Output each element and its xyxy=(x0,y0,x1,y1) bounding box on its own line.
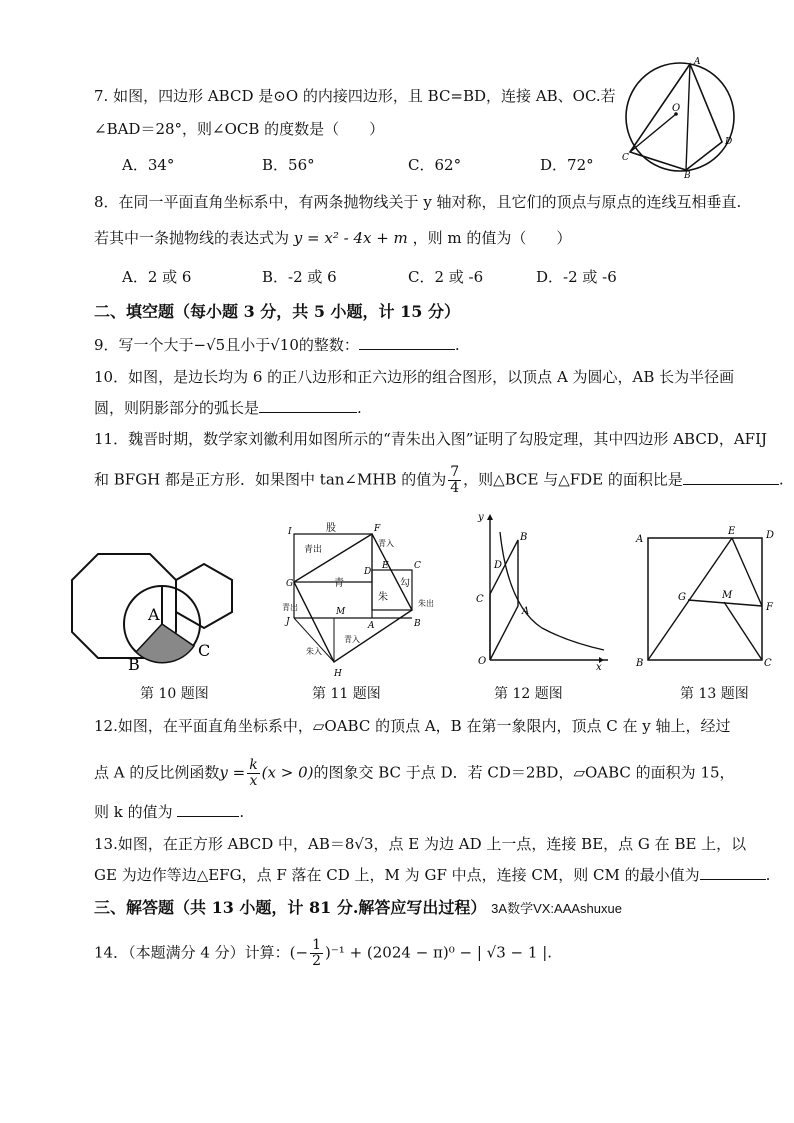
q12-line1: 12.如图，在平面直角坐标系中，▱OABC 的顶点 A，B 在第一象限内，顶点 C 在 y 轴上，经过 xyxy=(94,717,731,735)
fig13-label-a: A xyxy=(636,534,644,545)
q9-line xyxy=(94,335,460,355)
q8-option-b: B．-2 或 6 xyxy=(262,268,337,286)
q12-fraction xyxy=(247,758,259,789)
q7-label-b: B xyxy=(684,171,691,178)
q7-option-b: B．56° xyxy=(262,156,315,174)
q11-answer-blank[interactable] xyxy=(683,470,779,485)
caption-fig12: 第 12 题图 xyxy=(494,686,563,702)
fig12-label-a: A xyxy=(522,606,530,617)
q8-line2 xyxy=(94,228,571,248)
q9-answer-blank[interactable] xyxy=(359,335,455,350)
q9-sqrt10: √10 xyxy=(270,336,299,354)
fig11-qingzhu-diagram xyxy=(282,520,442,680)
q7-option-c: C．62° xyxy=(408,156,462,174)
q14-expr-a: (− xyxy=(289,943,309,962)
q8-line2-pre: 若其中一条抛物线的表达式为 xyxy=(94,229,290,247)
q11-end: . xyxy=(778,470,784,489)
fig11-label-qingchu-left: 青出 xyxy=(282,603,298,612)
fig12-label-c: C xyxy=(476,594,484,605)
fig11-label-f: F xyxy=(374,524,381,534)
q12-frac-num: k xyxy=(249,757,258,773)
fig11-label-zhu: 朱 xyxy=(378,592,388,603)
q14-line xyxy=(94,938,552,969)
q8-line2-post: ，则 m 的值为（ ） xyxy=(412,229,572,247)
fig10-octagon-hexagon xyxy=(66,548,248,674)
fig11-label-qingru-bottom: 青入 xyxy=(344,635,360,644)
fig12-label-y: y xyxy=(478,512,484,523)
q12-line3-text: 则 k 的值为 xyxy=(94,803,173,821)
q8-option-c: C．2 或 -6 xyxy=(408,268,484,286)
caption-fig10: 第 10 题图 xyxy=(140,686,209,702)
caption-fig11: 第 11 题图 xyxy=(312,686,381,702)
q13-answer-blank[interactable] xyxy=(700,865,766,880)
fig13-label-e: E xyxy=(728,526,736,537)
q12-answer-blank[interactable] xyxy=(177,802,239,817)
q11-frac-den: 4 xyxy=(450,480,460,496)
fig11-label-d: D xyxy=(364,567,372,577)
q13-line2 xyxy=(94,865,770,885)
fig11-label-g: G xyxy=(286,579,294,589)
q8-option-d: D．-2 或 -6 xyxy=(536,268,617,286)
q7-label-d: D xyxy=(725,137,733,147)
q12-condition: (x > 0) xyxy=(261,763,314,782)
q10-end: . xyxy=(357,399,362,417)
fig11-label-gou: 勾 xyxy=(400,578,410,589)
fig11-label-gu: 股 xyxy=(326,523,336,534)
fig13-square-figure xyxy=(630,522,780,670)
fig10-label-a: A xyxy=(148,605,160,624)
section3-header xyxy=(94,898,622,919)
q10-line1: 10．如图，是边长均为 6 的正八边形和正六边形的组合图形，以顶点 A 为圆心，AB 长为半径画 xyxy=(94,368,735,386)
q11-line2-pre: 和 BFGH 都是正方形．如果图中 tan∠MHB 的值为 xyxy=(94,470,447,489)
q13-line2-text: GE 为边作等边△EFG，点 F 落在 CD 上，M 为 GF 中点，连接 CM，则 CM 的最小值为 xyxy=(94,866,700,884)
fig11-label-m: M xyxy=(336,607,346,617)
q12-line2-pre: 点 A 的反比例函数 xyxy=(94,763,220,782)
q8-option-a: A．2 或 6 xyxy=(122,268,192,286)
section3-watermark: 3A数学VX:AAAshuxue xyxy=(491,901,622,916)
q8-expression: y = x² - 4x + m xyxy=(293,229,408,247)
q9-end: . xyxy=(454,336,460,354)
fig11-label-j: J xyxy=(286,617,290,627)
q12-line2 xyxy=(94,758,735,789)
q14-frac-den: 2 xyxy=(312,953,322,969)
q10-line2 xyxy=(94,398,362,418)
q12-end: . xyxy=(239,803,245,821)
fig13-label-m: M xyxy=(722,590,733,601)
fig13-label-c: C xyxy=(764,658,772,669)
fig13-label-d: D xyxy=(766,530,775,541)
q13-end: . xyxy=(765,866,771,884)
q10-line2-text: 圆，则阴影部分的弧长是 xyxy=(94,399,260,417)
q11-frac-num: 7 xyxy=(450,464,460,480)
q14-expr-b: )⁻¹ + (2024 − π)⁰ − | √3 − 1 |. xyxy=(325,943,553,962)
fig13-label-g: G xyxy=(678,592,686,603)
q7-option-d: D．72° xyxy=(540,156,594,174)
q11-line2-post: ，则△BCE 与△FDE 的面积比是 xyxy=(463,470,683,489)
q12-line2-post: 的图象交 BC 于点 D．若 CD＝2BD，▱OABC 的面积为 15， xyxy=(313,763,735,782)
q11-line1: 11．魏晋时期，数学家刘徽利用如图所示的“青朱出入图”证明了勾股定理，其中四边形 ABCD，AFIJ xyxy=(94,430,768,448)
q9-mid: 且小于 xyxy=(225,336,271,354)
fig11-label-e: E xyxy=(382,561,389,571)
caption-fig13: 第 13 题图 xyxy=(680,686,749,702)
q7-circle-figure xyxy=(618,54,744,178)
q7-option-a: A．34° xyxy=(122,156,175,174)
section2-title: 二、填空题（每小题 3 分，共 5 小题，计 15 分） xyxy=(94,302,460,321)
q9-post: 的整数： xyxy=(298,336,359,354)
fig11-label-c: C xyxy=(414,561,421,571)
fig11-label-qingru-top: 青入 xyxy=(378,539,394,548)
q7-label-a: A xyxy=(694,57,701,67)
q8-line1: 8．在同一平面直角坐标系中，有两条抛物线关于 y 轴对称，且它们的顶点与原点的连线互相垂直. xyxy=(94,193,742,211)
q12-y-equals: y = xyxy=(219,763,246,782)
q9-pre: 9．写一个大于 xyxy=(94,336,194,354)
q10-answer-blank[interactable] xyxy=(259,398,357,413)
q11-line2 xyxy=(94,465,784,496)
fig11-label-zhuchu: 朱出 xyxy=(418,599,434,608)
q14-frac-num: 1 xyxy=(312,937,322,953)
fig11-label-qing: 青 xyxy=(334,578,344,589)
q7-label-c: C xyxy=(622,153,629,163)
q13-line1: 13.如图，在正方形 ABCD 中，AB＝8√3，点 E 为边 AD 上一点，连接 BE，点 G 在 BE 上，以 xyxy=(94,835,747,853)
fig11-label-b: B xyxy=(414,619,421,629)
fig12-coordinate-figure xyxy=(468,510,614,672)
fig12-label-x: x xyxy=(596,662,602,672)
fig12-label-b: B xyxy=(520,532,528,543)
q7-label-o: O xyxy=(672,103,681,114)
q9-neg-sqrt5: −√5 xyxy=(193,336,226,354)
fig12-label-o: O xyxy=(478,656,487,667)
fig11-label-a: A xyxy=(368,621,375,631)
q11-fraction xyxy=(448,465,461,496)
fig10-label-c: C xyxy=(198,641,211,660)
section3-title: 三、解答题（共 13 小题，计 81 分.解答应写出过程） xyxy=(94,898,487,917)
fig11-label-h: H xyxy=(334,669,342,679)
q14-pre: 14．（本题满分 4 分）计算： xyxy=(94,943,290,962)
q12-line3 xyxy=(94,802,244,822)
q14-fraction xyxy=(310,938,323,969)
fig11-label-qingchu-top: 青出 xyxy=(304,545,323,555)
fig13-label-b: B xyxy=(636,658,644,669)
fig11-label-i: I xyxy=(288,527,292,537)
fig12-label-d: D xyxy=(494,560,503,571)
fig13-label-f: F xyxy=(766,602,773,613)
fig11-label-zhuru: 朱入 xyxy=(306,647,322,656)
fig10-label-b: B xyxy=(128,655,140,674)
q7-line2: ∠BAD＝28°，则∠OCB 的度数是（ ） xyxy=(94,120,385,138)
q7-line1: 7. 如图，四边形 ABCD 是⊙O 的内接四边形，且 BC=BD，连接 AB、OC.若 xyxy=(94,87,616,105)
q12-frac-den: x xyxy=(249,773,258,789)
